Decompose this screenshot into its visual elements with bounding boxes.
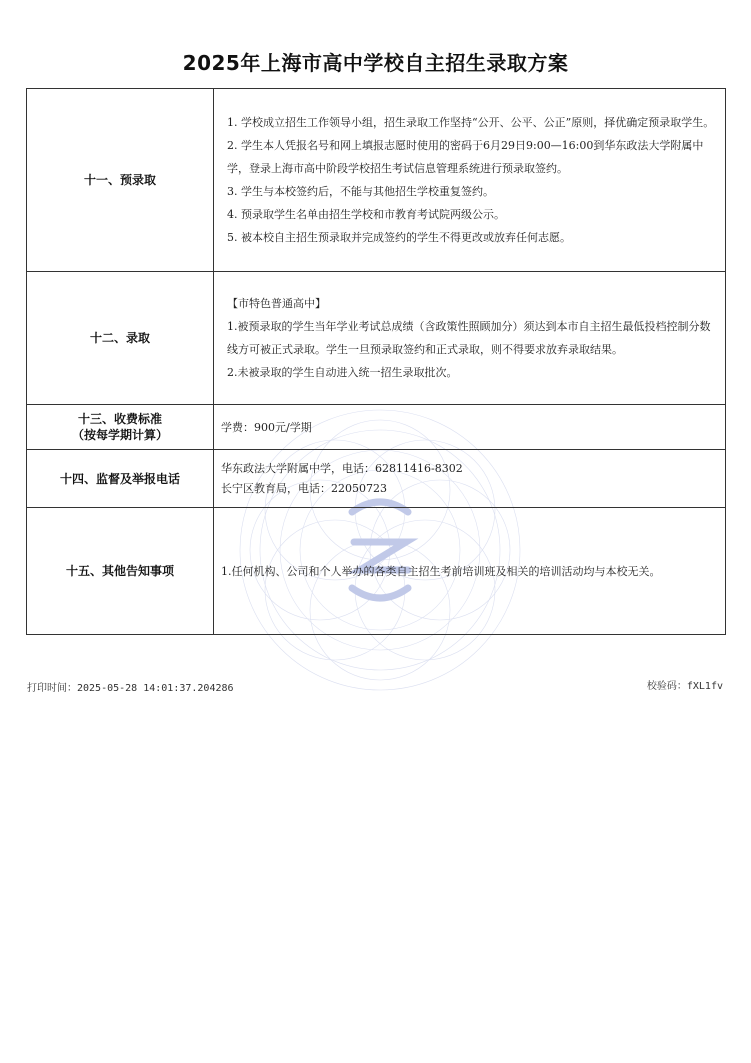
paragraph: 1.被预录取的学生当年学业考试总成绩（含政策性照顾加分）须达到本市自主招生最低投档控制分数线方可被正式录取。学生一旦预录取签约和正式录取，则不得要求放弃录取结果。 [227, 320, 711, 356]
check-code: 校验码：fXL1fv [646, 681, 723, 692]
paragraph: 华东政法大学附属中学，电话：62811416-8302 [221, 461, 463, 475]
paragraph: 1.任何机构、公司和个人举办的各类自主招生考前培训班及相关的培训活动均与本校无关。 [221, 564, 661, 578]
paragraph: 1. 学校成立招生工作领导小组，招生录取工作坚持“公开、公平、公正”原则，择优确定预录取学生。 [227, 116, 715, 129]
section-row-fees [27, 405, 726, 450]
section-row-other-notices [27, 508, 726, 635]
paragraph: 2.未被录取的学生自动进入统一招生录取批次。 [227, 366, 458, 379]
section-label: 十一、预录取 [27, 89, 214, 272]
paragraph: 5. 被本校自主招生预录取并完成签约的学生不得更改或放弃任何志愿。 [227, 231, 571, 244]
section-row-supervision [27, 450, 726, 508]
section-label: 十二、录取 [27, 272, 214, 405]
section-content [214, 450, 726, 508]
print-time: 打印时间：2025-05-28 14:01:37.204286 [27, 683, 234, 694]
section-label-line: （按每学期计算） [71, 428, 168, 442]
section-label [27, 405, 214, 450]
section-label: 十四、监督及举报电话 [27, 450, 214, 508]
paragraph: 4. 预录取学生名单由招生学校和市教育考试院两级公示。 [227, 208, 505, 221]
section-content [214, 508, 726, 635]
section-row-admission [27, 272, 726, 405]
paragraph: 2. 学生本人凭报名号和网上填报志愿时使用的密码于6月29日9:00—16:00到华东政法大学附属中学，登录上海市高中阶段学校招生考试信息管理系统进行预录取签约。 [227, 139, 704, 175]
section-content [214, 405, 726, 450]
admission-plan-table [26, 88, 726, 635]
section-label-line: 十三、收费标准 [77, 412, 162, 426]
section-content [214, 89, 726, 272]
paragraph: 学费：900元/学期 [221, 420, 312, 434]
page-title: 2025年上海市高中学校自主招生录取方案 [182, 51, 569, 75]
paragraph: 【市特色普通高中】 [227, 297, 326, 310]
paragraph: 长宁区教育局，电话：22050723 [221, 481, 387, 495]
paragraph: 3. 学生与本校签约后，不能与其他招生学校重复签约。 [227, 185, 494, 198]
section-row-pre-admission [27, 89, 726, 272]
section-label: 十五、其他告知事项 [27, 508, 214, 635]
section-content [214, 272, 726, 405]
